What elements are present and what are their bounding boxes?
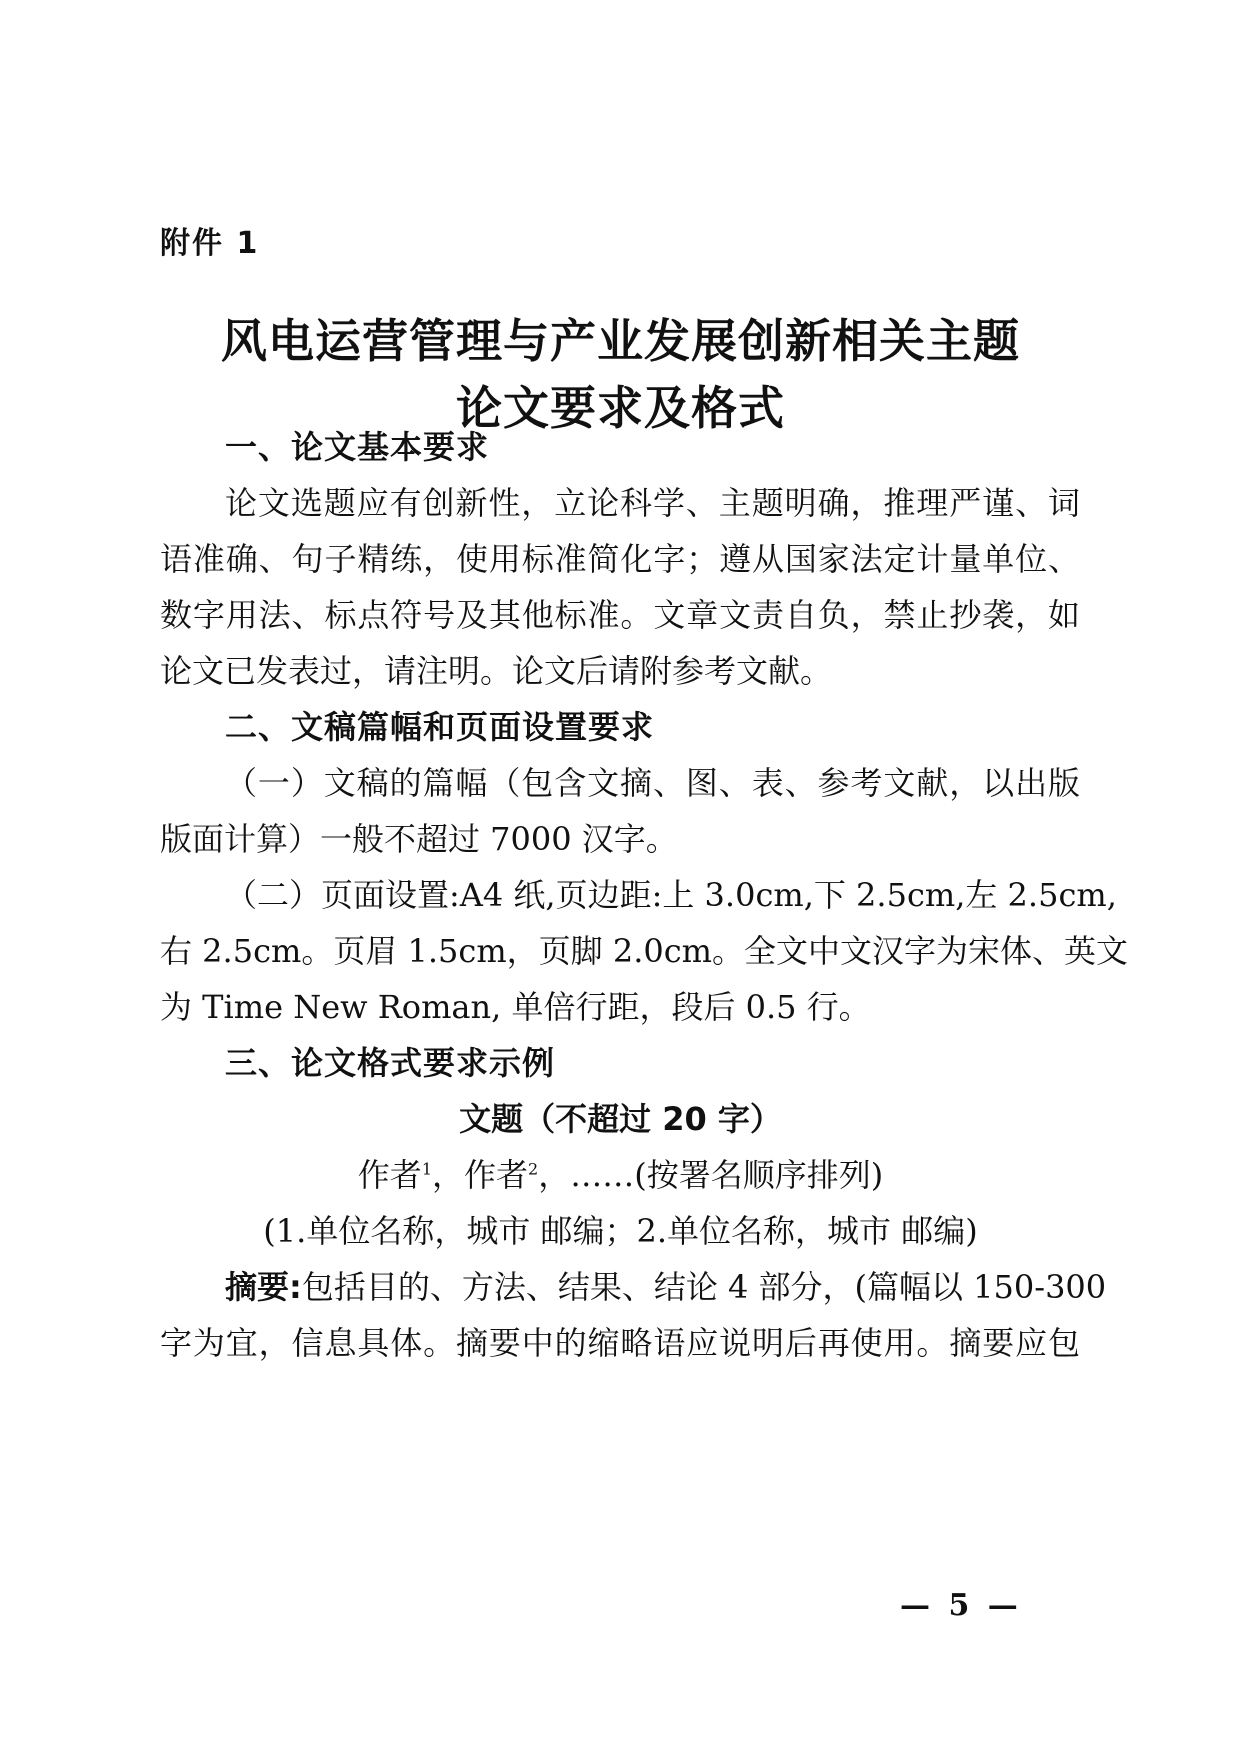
section-heading-1: 一、论文基本要求 (225, 428, 490, 466)
paragraph-line: 为 Time New Roman, 单倍行距，段后 0.5 行。 (160, 988, 871, 1026)
paragraph-line: 论文选题应有创新性，立论科学、主题明确，推理严谨、词 (225, 484, 1080, 522)
author-separator: ， (432, 1156, 465, 1194)
paragraph-line: （二）页面设置:A4 纸,页边距:上 3.0cm,下 2.5cm,左 2.5cm, (225, 876, 1117, 914)
document-title-line-1: 风电运营管理与产业发展创新相关主题 (221, 314, 1020, 368)
example-authors (0, 1150, 1241, 1196)
abstract-label: 摘要: (225, 1268, 302, 1306)
author-name: 作者 (464, 1156, 529, 1194)
abstract-text: 包括目的、方法、结果、结论 4 部分，(篇幅以 150-300 (301, 1268, 1107, 1306)
section-heading-3: 三、论文格式要求示例 (225, 1044, 556, 1082)
abstract-line (225, 1262, 1107, 1308)
attachment-label: 附件 1 (160, 226, 260, 261)
page-number: — 5 — (900, 1588, 1022, 1623)
author-name: 作者 (357, 1156, 422, 1194)
paragraph-line: 论文已发表过，请注明。论文后请附参考文献。 (160, 652, 833, 690)
example-affiliation: (1.单位名称，城市 邮编；2.单位名称，城市 邮编) (263, 1212, 978, 1250)
paragraph-line: 版面计算）一般不超过 7000 汉字。 (160, 820, 678, 858)
paragraph-line: 语准确、句子精练，使用标准简化字；遵从国家法定计量单位、 (160, 540, 1080, 578)
author-superscript: 1 (421, 1159, 432, 1179)
section-heading-2: 二、文稿篇幅和页面设置要求 (225, 708, 655, 746)
paragraph-line: 右 2.5cm。页眉 1.5cm，页脚 2.0cm。全文中文汉字为宋体、英文 (160, 932, 1128, 970)
author-superscript: 2 (528, 1159, 539, 1179)
abstract-line: 字为宜，信息具体。摘要中的缩略语应说明后再使用。摘要应包 (160, 1324, 1080, 1362)
author-order-note: ，……(按署名顺序排列) (538, 1156, 884, 1194)
paragraph-line: （一）文稿的篇幅（包含文摘、图、表、参考文献，以出版 (225, 764, 1080, 802)
paragraph-line: 数字用法、标点符号及其他标准。文章文责自负，禁止抄袭，如 (160, 596, 1080, 634)
example-title: 文题（不超过 20 字） (459, 1100, 782, 1138)
document-title-line-2: 论文要求及格式 (456, 381, 785, 435)
